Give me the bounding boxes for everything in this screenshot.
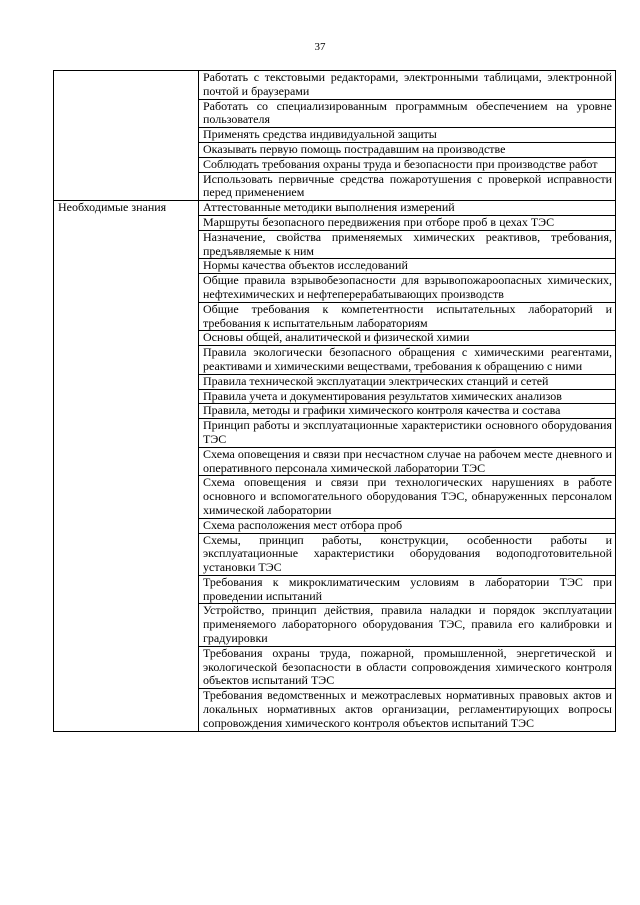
table-row — [54, 71, 616, 100]
knowledge-item: Схема расположения мест отбора проб — [199, 518, 616, 533]
knowledge-item: Назначение, свойства применяемых химических реактивов, требования, предъявляемые к ним — [199, 230, 616, 259]
skill-item: Использовать первичные средства пожаротушения с проверкой исправности перед применением — [199, 172, 616, 201]
knowledge-item: Правила учета и документирования результатов химических анализов — [199, 389, 616, 404]
knowledge-item: Устройство, принцип действия, правила наладки и порядок эксплуатации применяемого лабораторного оборудования ТЭС, правила его калибровки и градуировки — [199, 604, 616, 646]
knowledge-item: Схема оповещения и связи при несчастном случае на рабочем месте дневного и оперативного персонала химической лаборатории ТЭС — [199, 447, 616, 476]
knowledge-item: Аттестованные методики выполнения измерений — [199, 201, 616, 216]
knowledge-label: Необходимые знания — [54, 201, 199, 731]
knowledge-item: Правила технической эксплуатации электрических станций и сетей — [199, 374, 616, 389]
knowledge-item: Требования к микроклиматическим условиям в лаборатории ТЭС при проведении испытаний — [199, 575, 616, 604]
table-row — [54, 201, 616, 216]
knowledge-item: Требования охраны труда, пожарной, промышленной, энергетической и экологической безопасности в области сопровождения химического контроля объектов испытаний ТЭС — [199, 646, 616, 688]
knowledge-item: Общие правила взрывобезопасности для взрывопожароопасных химических, нефтехимических и нефтеперерабатывающих производств — [199, 274, 616, 303]
knowledge-item: Схемы, принцип работы, конструкции, особенности работы и эксплуатационные характеристики оборудования водоподготовительной установки ТЭС — [199, 533, 616, 575]
knowledge-item: Принцип работы и эксплуатационные характеристики основного оборудования ТЭС — [199, 419, 616, 448]
knowledge-item: Общие требования к компетентности испытательных лабораторий и требования к испытательным лабораториям — [199, 302, 616, 331]
knowledge-item: Требования ведомственных и межотраслевых нормативных правовых актов и локальных нормативных актов организации, регламентирующих вопросы сопровождения химического контроля объектов испытаний ТЭС — [199, 689, 616, 731]
skill-item: Работать со специализированным программным обеспечением на уровне пользователя — [199, 99, 616, 128]
skill-item: Применять средства индивидуальной защиты — [199, 128, 616, 143]
skill-item: Соблюдать требования охраны труда и безопасности при производстве работ — [199, 157, 616, 172]
knowledge-item: Правила экологически безопасного обращения с химическими реагентами, реактивами и химическими веществами, требования к обращению с ними — [199, 346, 616, 375]
skill-item: Оказывать первую помощь пострадавшим на производстве — [199, 142, 616, 157]
knowledge-item: Нормы качества объектов исследований — [199, 259, 616, 274]
skill-item: Работать с текстовыми редакторами, электронными таблицами, электронной почтой и браузерами — [199, 71, 616, 100]
knowledge-item: Правила, методы и графики химического контроля качества и состава — [199, 404, 616, 419]
knowledge-item: Основы общей, аналитической и физической химии — [199, 331, 616, 346]
knowledge-item: Маршруты безопасного передвижения при отборе проб в цехах ТЭС — [199, 215, 616, 230]
page-number: 37 — [314, 41, 326, 53]
knowledge-item: Схема оповещения и связи при технологических нарушениях в работе основного и вспомогательного оборудования ТЭС, обнаруженных персоналом химической лаборатории — [199, 476, 616, 518]
competency-table — [53, 70, 616, 732]
skills-label — [54, 71, 199, 201]
